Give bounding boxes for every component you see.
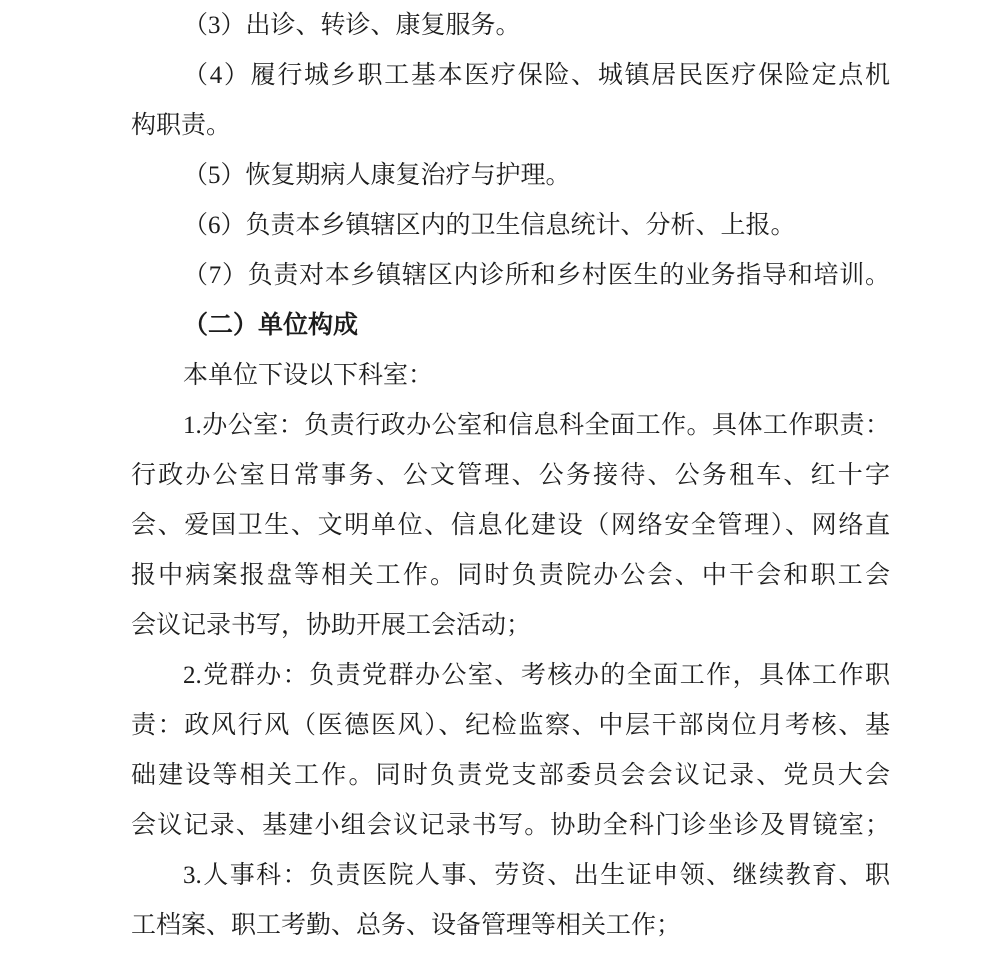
text-line: （4）履行城乡职工基本医疗保险、城镇居民医疗保险定点机 xyxy=(183,62,890,89)
text-line: 报中病案报盘等相关工作。同时负责院办公会、中干会和职工会 xyxy=(131,562,890,589)
section-heading-line: （二）单位构成 xyxy=(183,312,359,339)
text-line: 会议记录书写，协助开展工会活动； xyxy=(131,612,532,639)
document-body xyxy=(131,1,890,951)
text-line: 1.办公室：负责行政办公室和信息科全面工作。具体工作职责： xyxy=(183,412,890,439)
text-line: 构职责。 xyxy=(131,112,232,139)
text-line: 3.人事科：负责医院人事、劳资、出生证申领、继续教育、职 xyxy=(183,862,890,889)
text-line: （5）恢复期病人康复治疗与护理。 xyxy=(183,162,571,189)
text-line: 责：政风行风（医德医风）、纪检监察、中层干部岗位月考核、基 xyxy=(131,712,890,739)
text-line: 础建设等相关工作。同时负责党支部委员会会议记录、党员大会 xyxy=(131,762,890,789)
text-line: 2.党群办：负责党群办公室、考核办的全面工作，具体工作职 xyxy=(183,662,890,689)
text-line: 会、爱国卫生、文明单位、信息化建设（网络安全管理）、网络直 xyxy=(131,512,890,539)
text-line: 行政办公室日常事务、公文管理、公务接待、公务租车、红十字 xyxy=(131,462,890,489)
text-line: 本单位下设以下科室： xyxy=(183,362,434,389)
text-line: （3）出诊、转诊、康复服务。 xyxy=(183,12,521,39)
text-line: （6）负责本乡镇辖区内的卫生信息统计、分析、上报。 xyxy=(183,212,796,239)
text-line: 工档案、职工考勤、总务、设备管理等相关工作； xyxy=(131,912,682,939)
text-line: （7）负责对本乡镇辖区内诊所和乡村医生的业务指导和培训。 xyxy=(183,262,890,289)
text-line: 会议记录、基建小组会议记录书写。协助全科门诊坐诊及胃镜室； xyxy=(131,812,890,839)
